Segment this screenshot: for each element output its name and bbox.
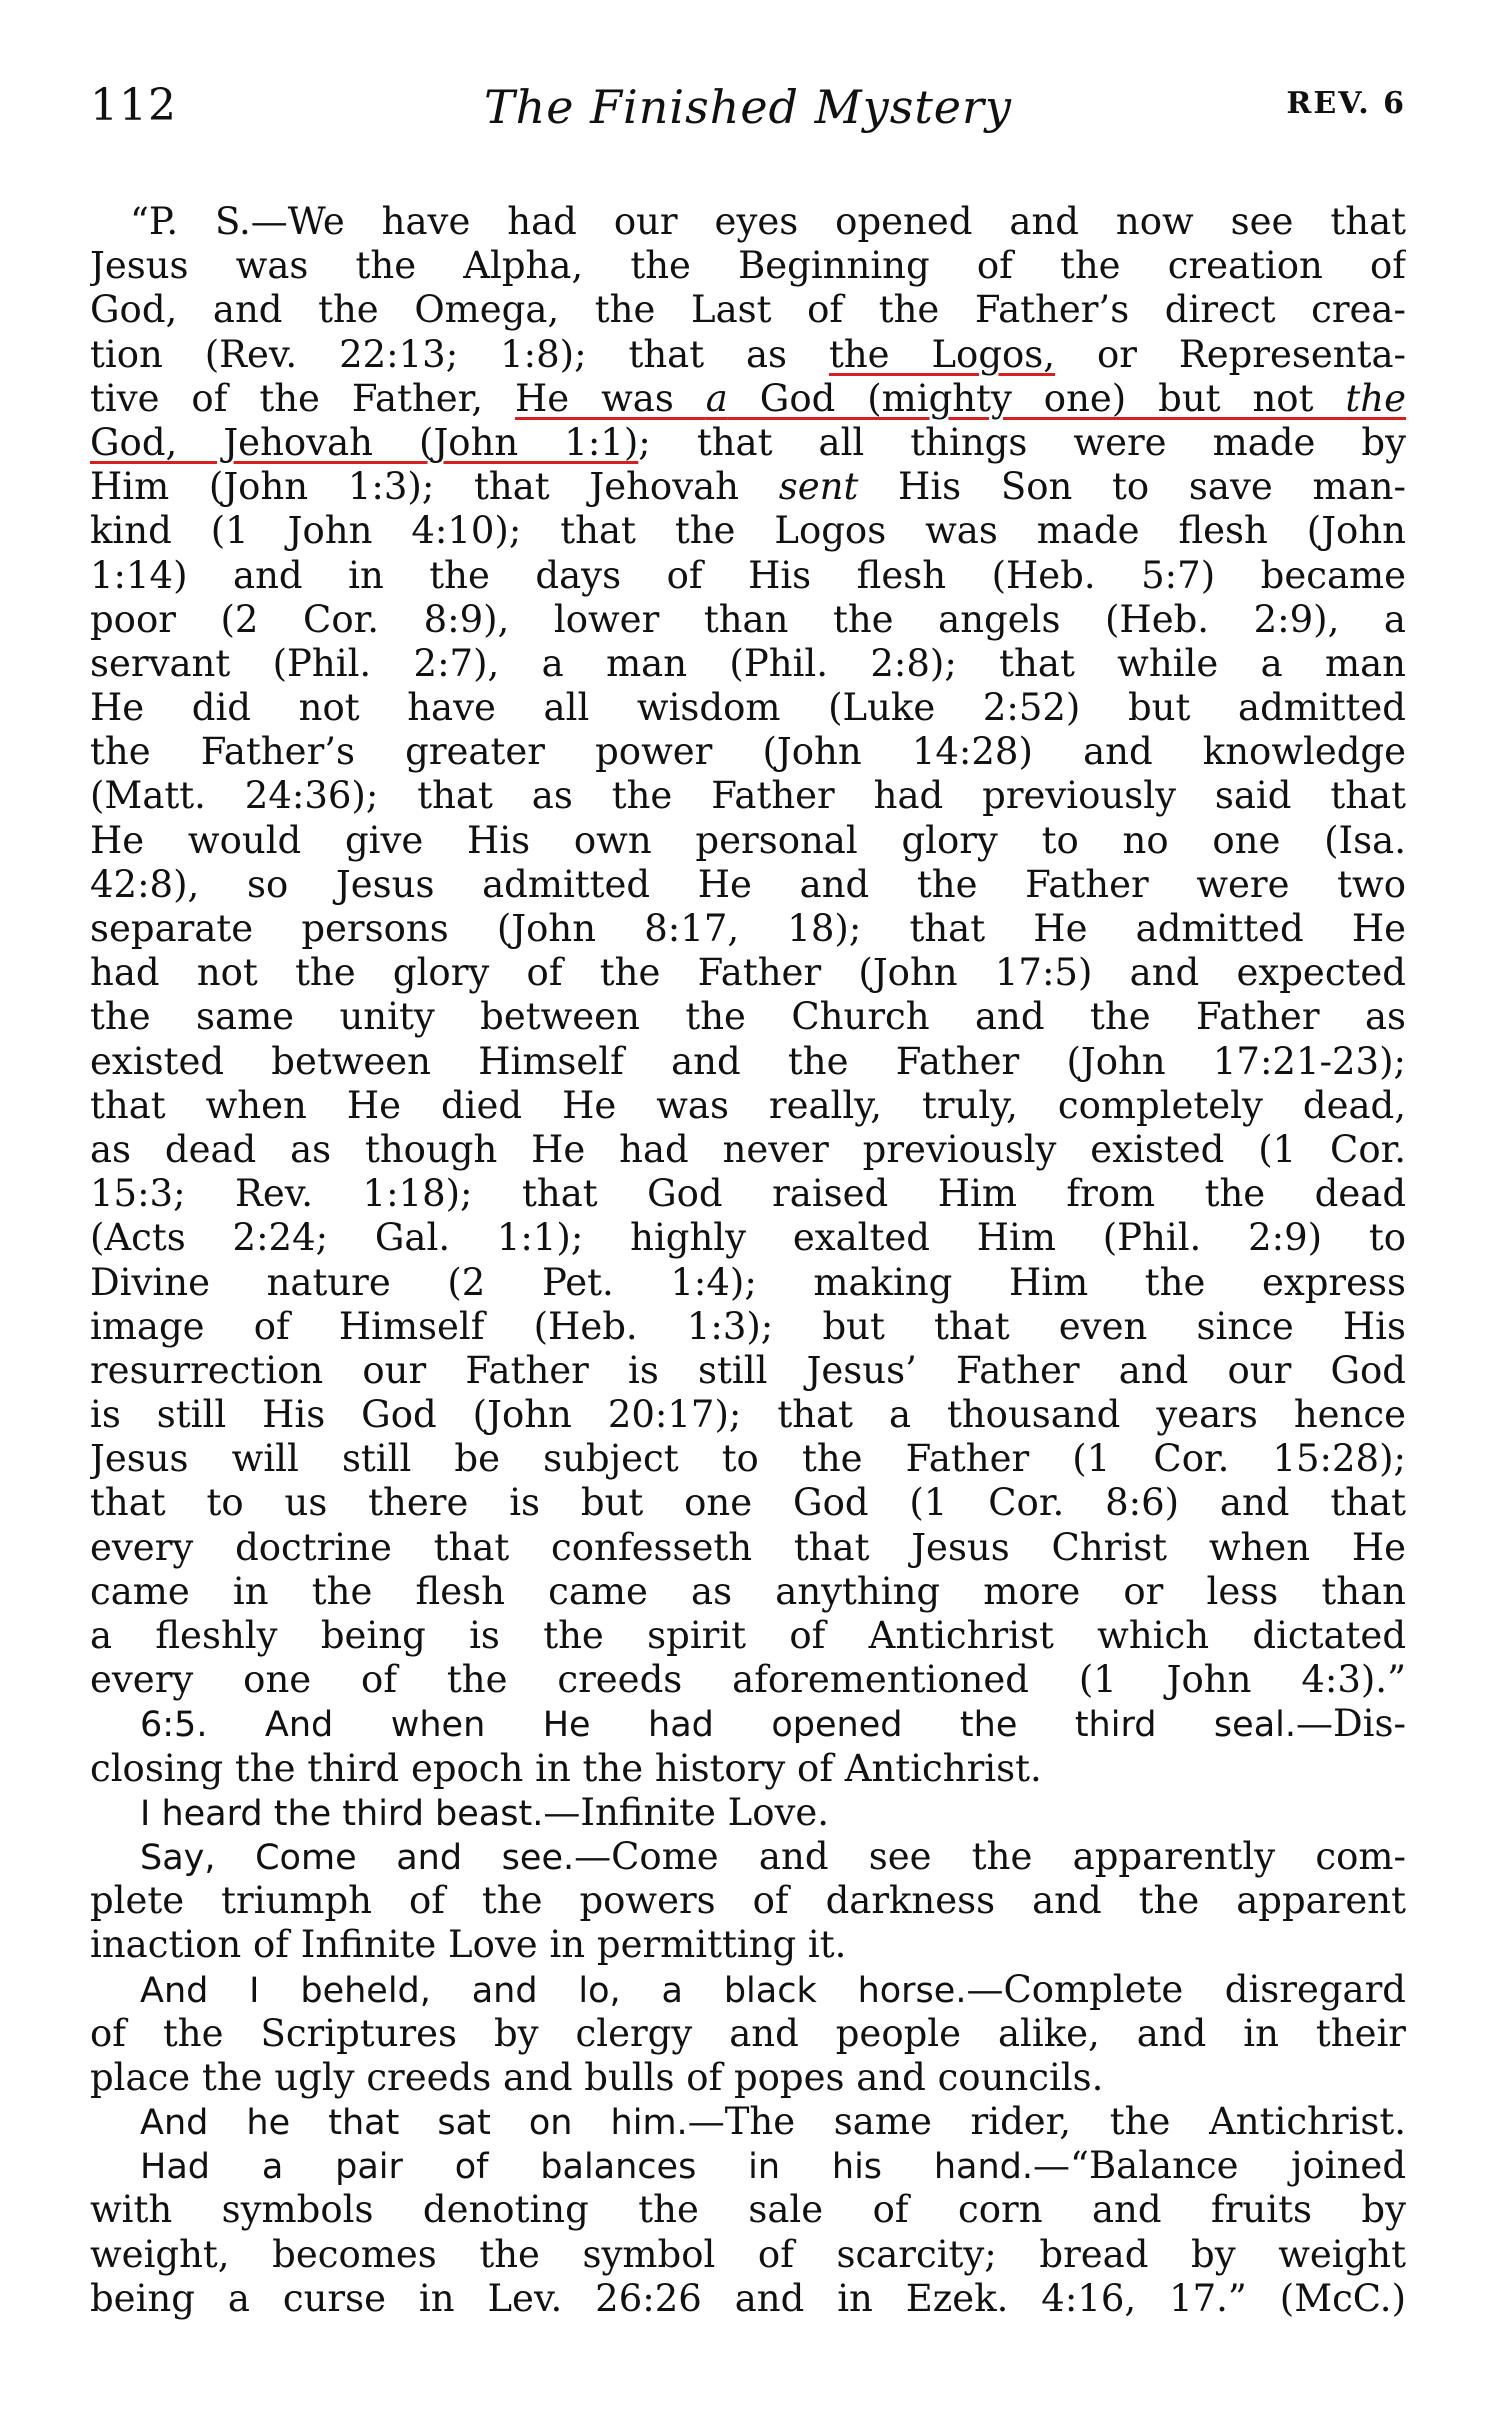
underlined-phrase: the Logos,	[828, 332, 1056, 376]
text-line: every one of the creeds aforementioned (1 John 4:3).”	[90, 1658, 1406, 1702]
page-header	[90, 80, 1406, 140]
text-line: being a curse in Lev. 26:26 and in Ezek. 4:16, 17.” (McC.)	[90, 2276, 1406, 2320]
text-segment: ; that all things were made by	[638, 420, 1406, 464]
text-line: every doctrine that confesseth that Jesus Christ when He	[90, 1525, 1406, 1569]
text-line: place the ugly creeds and bulls of popes and councils.	[90, 2055, 1104, 2099]
text-line: resurrection our Father is still Jesus’ Father and our God	[90, 1348, 1406, 1392]
italic-word: a	[705, 376, 728, 420]
text-line: is still His God (John 20:17); that a thousand years hence	[90, 1393, 1406, 1437]
underlined-phrase	[515, 377, 1406, 420]
text-line: servant (Phil. 2:7), a man (Phil. 2:8); that while a man	[90, 641, 1406, 685]
text-line	[90, 333, 1406, 377]
text-line	[90, 377, 1406, 421]
commentary: —Dis-	[1296, 1702, 1406, 1746]
text-line: (Acts 2:24; Gal. 1:1); highly exalted Him (Phil. 2:9) to	[90, 1216, 1406, 1260]
italic-word: the	[1345, 376, 1406, 420]
text-line: as dead as though He had never previously existed (1 Cor.	[90, 1127, 1406, 1171]
text-line: separate persons (John 8:17, 18); that He admitted He	[90, 907, 1406, 950]
commentary: —Infinite Love.	[543, 1790, 830, 1834]
text-line: of the Scriptures by clergy and people alike, and in their	[90, 2011, 1406, 2055]
text-segment: God (mighty one) but not	[727, 376, 1346, 420]
text-segment: or Representa-	[1055, 332, 1406, 376]
verse-quote: And he that sat on him.	[140, 2103, 688, 2144]
text-line: came in the flesh came as anything more or less than	[90, 1569, 1406, 1613]
text-line	[90, 421, 1406, 465]
text-line: God, and the Omega, the Last of the Father’s direct crea-	[90, 288, 1406, 332]
text-line: 1:14) and in the days of His flesh (Heb. 5:7) became	[90, 553, 1406, 597]
text-line: Jesus will still be subject to the Father (1 Cor. 15:28);	[90, 1437, 1406, 1481]
underlined-phrase: God, Jehovah (John 1:1)	[90, 420, 639, 464]
text-line: existed between Himself and the Father (John 17:21-23);	[90, 1039, 1406, 1083]
text-line: weight, becomes the symbol of scarcity; bread by weight	[90, 2232, 1406, 2276]
text-line: kind (1 John 4:10); that the Logos was made flesh (John	[90, 509, 1406, 553]
verse-quote: And I beheld, and lo, a black horse.	[140, 1970, 967, 2011]
verse-quote: I heard the third beast.	[140, 1793, 544, 1834]
text-line: Jesus was the Alpha, the Beginning of the creation of	[90, 244, 1406, 288]
text-line: had not the glory of the Father (John 17:5) and expected	[90, 951, 1406, 995]
text-line: the Father’s greater power (John 14:28) and knowledge	[90, 730, 1406, 774]
text-line: a fleshly being is the spirit of Antichrist which dictated	[90, 1614, 1406, 1657]
text-segment: Him (John 1:3); that Jehovah	[90, 465, 779, 509]
verse-line	[90, 2144, 1406, 2188]
text-line: that to us there is but one God (1 Cor. 8:6) and that	[90, 1481, 1406, 1525]
text-segment: tion (Rev. 22:13; 1:8); that as	[90, 332, 829, 376]
text-line: that when He died He was really, truly, completely dead,	[90, 1083, 1406, 1127]
verse-quote: 6:5. And when He had opened the third seal.	[140, 1705, 1296, 1746]
text-line: image of Himself (Heb. 1:3); but that even since His	[90, 1304, 1406, 1348]
text-line	[90, 465, 1406, 509]
text-segment: tive of the Father,	[90, 376, 516, 420]
commentary: —“Balance joined	[1033, 2144, 1406, 2188]
text-line: inaction of Infinite Love in permitting it.	[90, 1923, 847, 1967]
page-number: 112	[90, 80, 177, 131]
text-line: closing the third epoch in the history of Antichrist.	[90, 1746, 1042, 1790]
commentary: —Come and see the apparently com-	[574, 1834, 1406, 1878]
text-line: with symbols denoting the sale of corn and fruits by	[90, 2188, 1406, 2232]
text-segment: His Son to save man-	[858, 465, 1406, 509]
verse-line	[90, 1791, 1406, 1835]
text-line: (Matt. 24:36); that as the Father had previously said that	[90, 774, 1406, 818]
text-line: “P. S.—We have had our eyes opened and now see that	[130, 200, 1406, 243]
text-line: the same unity between the Church and the Father as	[90, 995, 1406, 1039]
verse-line	[90, 1968, 1406, 2012]
body-text	[90, 200, 1406, 2321]
text-segment: He was	[515, 376, 706, 420]
text-line: plete triumph of the powers of darkness and the apparent	[90, 1879, 1406, 1923]
text-line: Divine nature (2 Pet. 1:4); making Him the express	[90, 1260, 1406, 1304]
verse-line	[90, 1702, 1406, 1746]
commentary: —Complete disregard	[966, 1967, 1406, 2011]
text-line: poor (2 Cor. 8:9), lower than the angels (Heb. 2:9), a	[90, 597, 1406, 641]
italic-word: sent	[778, 465, 859, 509]
text-line: He would give His own personal glory to no one (Isa.	[90, 818, 1406, 862]
verse-quote: Had a pair of balances in his hand.	[140, 2147, 1034, 2188]
text-line: He did not have all wisdom (Luke 2:52) but admitted	[90, 686, 1406, 730]
running-title: The Finished Mystery	[483, 80, 1013, 134]
chapter-reference: REV. 6	[1286, 86, 1406, 121]
text-line: 42:8), so Jesus admitted He and the Father were two	[90, 862, 1406, 906]
text-line: 15:3; Rev. 1:18); that God raised Him from the dead	[90, 1172, 1406, 1216]
verse-line	[90, 1835, 1406, 1879]
book-page	[90, 80, 1406, 2380]
verse-quote: Say, Come and see.	[140, 1837, 575, 1878]
commentary: —The same rider, the Antichrist.	[687, 2100, 1406, 2144]
verse-line	[90, 2100, 1406, 2144]
